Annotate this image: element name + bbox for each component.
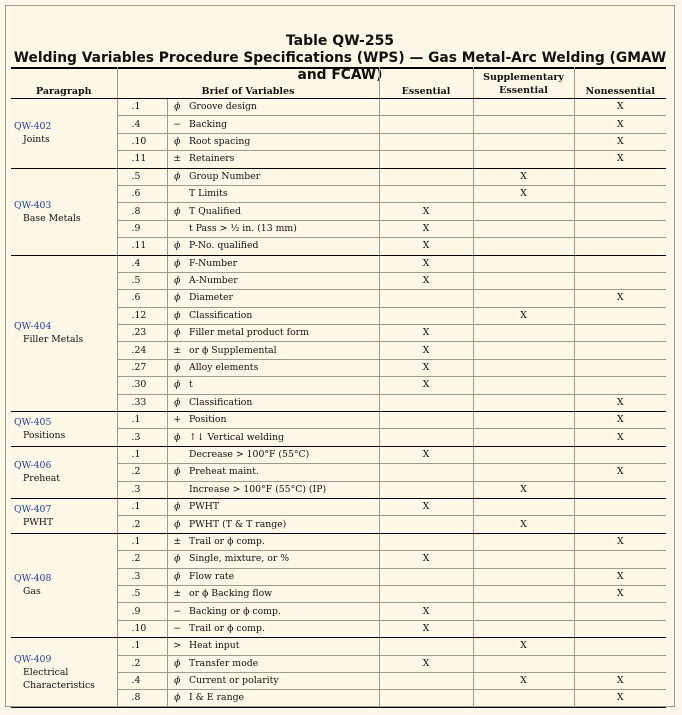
paragraph-name: PWHT [23,516,54,528]
paragraph-name: Electrical Characteristics [23,666,95,691]
essential-mark [379,412,473,429]
table-row [11,498,666,515]
variable-symbol [167,481,187,498]
variable-number: .23 [117,325,167,342]
paragraph-code: QW-409 [14,653,52,665]
variable-description: Root spacing [187,133,379,150]
essential-mark: X [379,655,473,672]
nonessential-mark [574,307,666,324]
variable-symbol: ϕ [167,394,187,411]
essential-mark: X [379,220,473,237]
nonessential-mark [574,655,666,672]
paragraph-name: Filler Metals [23,334,84,346]
nonessential-mark [574,498,666,515]
paragraph-cell [11,255,117,412]
nonessential-mark [574,203,666,220]
supplementary-mark [473,446,574,463]
nonessential-mark: X [574,672,666,689]
variable-number: .2 [117,551,167,568]
variable-number: .3 [117,429,167,446]
variable-symbol [167,185,187,202]
supplementary-mark [473,464,574,481]
nonessential-mark [574,446,666,463]
variable-symbol: ϕ [167,551,187,568]
variable-symbol: ϕ [167,672,187,689]
supplementary-mark [473,377,574,394]
supplementary-mark: X [473,168,574,185]
nonessential-mark [574,603,666,620]
variable-number: .1 [117,446,167,463]
supplementary-mark [473,568,574,585]
supplementary-mark: X [473,672,574,689]
variable-description: or ϕ Backing flow [187,585,379,602]
variable-symbol: ϕ [167,429,187,446]
variable-number: .1 [117,533,167,550]
nonessential-mark [574,551,666,568]
supplementary-mark [473,342,574,359]
nonessential-mark: X [574,412,666,429]
header-supplementary: Supplementary Essential [473,67,574,99]
paragraph-name: Positions [23,429,66,441]
paragraph-code: QW-404 [14,321,52,333]
supplementary-mark [473,290,574,307]
variable-description: I & E range [187,690,379,707]
variable-symbol: ϕ [167,568,187,585]
variable-symbol: ϕ [167,168,187,185]
essential-mark: X [379,342,473,359]
variable-description: Classification [187,394,379,411]
supplementary-mark [473,394,574,411]
paragraph-name: Gas [23,586,41,598]
paragraph-code: QW-406 [14,460,52,472]
variable-description: Current or polarity [187,672,379,689]
paragraph-cell [11,446,117,498]
header-essential: Essential [379,67,473,99]
header-nonessential: Nonessential [574,67,666,99]
variable-description: or ϕ Supplemental [187,342,379,359]
variable-symbol: ± [167,151,187,168]
variable-symbol: ϕ [167,290,187,307]
supplementary-mark [473,655,574,672]
nonessential-mark [574,255,666,272]
paragraph-cell [11,533,117,637]
variable-number: .1 [117,498,167,515]
supplementary-mark [473,116,574,133]
nonessential-mark [574,638,666,655]
variable-description: Alloy elements [187,359,379,376]
variable-symbol: ϕ [167,255,187,272]
paragraph-name: Joints [23,134,50,146]
supplementary-mark [473,412,574,429]
essential-mark [379,672,473,689]
nonessential-mark [574,220,666,237]
table-row [11,638,666,655]
essential-mark [379,533,473,550]
variable-number: .5 [117,168,167,185]
variable-description: Transfer mode [187,655,379,672]
table-title: Table QW-255 [285,33,395,49]
variable-description: P-No. qualified [187,238,379,255]
supplementary-mark [473,585,574,602]
essential-mark: X [379,238,473,255]
variable-number: .33 [117,394,167,411]
variable-description: T Limits [187,185,379,202]
essential-mark: X [379,498,473,515]
variable-description: Groove design [187,99,379,116]
paragraph-code: QW-403 [14,199,52,211]
supplementary-mark [473,203,574,220]
variable-number: .11 [117,238,167,255]
variable-symbol: − [167,620,187,637]
variable-number: .6 [117,185,167,202]
essential-mark [379,151,473,168]
essential-mark: X [379,255,473,272]
nonessential-mark [574,620,666,637]
variable-number: .10 [117,620,167,637]
supplementary-mark [473,533,574,550]
essential-mark [379,585,473,602]
variable-number: .4 [117,255,167,272]
nonessential-mark: X [574,99,666,116]
variable-description: Decrease > 100°F (55°C) [187,446,379,463]
variable-number: .4 [117,116,167,133]
nonessential-mark: X [574,429,666,446]
supplementary-mark [473,99,574,116]
supplementary-mark [473,255,574,272]
variable-description: F-Number [187,255,379,272]
header-paragraph: Paragraph [11,67,117,99]
nonessential-mark: X [574,568,666,585]
nonessential-mark [574,359,666,376]
variable-symbol: − [167,603,187,620]
essential-mark [379,116,473,133]
variable-number: .8 [117,690,167,707]
nonessential-mark: X [574,151,666,168]
variable-number: .2 [117,655,167,672]
supplementary-mark [473,272,574,289]
variable-number: .24 [117,342,167,359]
paragraph-cell [11,498,117,533]
variable-description: Heat input [187,638,379,655]
nonessential-mark [574,238,666,255]
header-brief: Brief of Variables [117,67,379,99]
paragraph-name: Base Metals [23,212,81,224]
nonessential-mark [574,325,666,342]
supplementary-mark: X [473,638,574,655]
variable-description: t Pass > ½ in. (13 mm) [187,220,379,237]
table-row [11,412,666,429]
essential-mark [379,307,473,324]
variable-number: .3 [117,568,167,585]
table-row [11,168,666,185]
supplementary-mark: X [473,481,574,498]
nonessential-mark: X [574,533,666,550]
variable-description: ↑↓ Vertical welding [187,429,379,446]
variable-symbol: ϕ [167,238,187,255]
paragraph-name: Preheat [23,473,60,485]
variable-symbol: ϕ [167,133,187,150]
supplementary-mark [473,429,574,446]
nonessential-mark [574,168,666,185]
variable-symbol: + [167,412,187,429]
essential-mark: X [379,359,473,376]
variable-symbol: ϕ [167,690,187,707]
supplementary-mark [473,498,574,515]
variable-description: Single, mixture, or % [187,551,379,568]
variable-description: Flow rate [187,568,379,585]
nonessential-mark: X [574,116,666,133]
nonessential-mark [574,516,666,533]
supplementary-mark [473,551,574,568]
variable-number: .30 [117,377,167,394]
variable-number: .6 [117,290,167,307]
essential-mark [379,290,473,307]
variable-description: Trail or ϕ comp. [187,533,379,550]
supplementary-mark: X [473,307,574,324]
essential-mark [379,516,473,533]
variable-description: Increase > 100°F (55°C) (IP) [187,481,379,498]
table-row [11,99,666,116]
essential-mark [379,481,473,498]
essential-mark: X [379,272,473,289]
paragraph-cell [11,412,117,447]
variable-description: Diameter [187,290,379,307]
table-row [11,255,666,272]
variable-number: .27 [117,359,167,376]
variable-number: .2 [117,464,167,481]
essential-mark: X [379,203,473,220]
supplementary-mark [473,620,574,637]
essential-mark [379,464,473,481]
variable-symbol: ϕ [167,516,187,533]
paragraph-code: QW-407 [14,503,52,515]
variable-number: .11 [117,151,167,168]
variable-symbol [167,220,187,237]
variable-description: A-Number [187,272,379,289]
variable-description: Position [187,412,379,429]
essential-mark: X [379,377,473,394]
variable-description: T Qualified [187,203,379,220]
variable-number: .1 [117,412,167,429]
supplementary-mark [473,238,574,255]
variable-symbol: − [167,116,187,133]
variable-description: Trail or ϕ comp. [187,620,379,637]
essential-mark [379,99,473,116]
supplementary-mark: X [473,516,574,533]
variable-symbol [167,446,187,463]
essential-mark: X [379,603,473,620]
essential-mark [379,638,473,655]
variable-number: .3 [117,481,167,498]
variable-symbol: ϕ [167,203,187,220]
variable-description: Backing or ϕ comp. [187,603,379,620]
variable-symbol: ± [167,342,187,359]
variable-symbol: ϕ [167,377,187,394]
supplementary-mark [473,151,574,168]
variable-symbol: ϕ [167,655,187,672]
variable-number: .9 [117,220,167,237]
nonessential-mark: X [574,133,666,150]
variable-symbol: ϕ [167,99,187,116]
variable-number: .1 [117,99,167,116]
nonessential-mark [574,272,666,289]
variable-description: Group Number [187,168,379,185]
variable-number: .8 [117,203,167,220]
nonessential-mark: X [574,585,666,602]
variable-symbol: ϕ [167,498,187,515]
variable-number: .10 [117,133,167,150]
nonessential-mark: X [574,394,666,411]
variable-number: .5 [117,272,167,289]
essential-mark [379,185,473,202]
nonessential-mark [574,377,666,394]
variable-symbol: ϕ [167,464,187,481]
supplementary-mark [473,359,574,376]
essential-mark: X [379,551,473,568]
essential-mark: X [379,325,473,342]
supplementary-mark [473,603,574,620]
variable-description: Backing [187,116,379,133]
welding-variables-table [11,67,666,708]
paragraph-cell [11,168,117,255]
variable-description: Classification [187,307,379,324]
variable-symbol: ϕ [167,307,187,324]
variable-description: t [187,377,379,394]
variable-number: .5 [117,585,167,602]
supplementary-mark [473,690,574,707]
variable-description: PWHT [187,498,379,515]
essential-mark [379,168,473,185]
essential-mark [379,133,473,150]
variable-number: .2 [117,516,167,533]
nonessential-mark: X [574,464,666,481]
nonessential-mark: X [574,690,666,707]
variable-description: Filler metal product form [187,325,379,342]
essential-mark [379,568,473,585]
paragraph-code: QW-405 [14,416,52,428]
variable-symbol: ϕ [167,359,187,376]
variable-number: .12 [117,307,167,324]
table-body [11,99,666,708]
variable-number: .1 [117,638,167,655]
essential-mark [379,429,473,446]
variable-number: .9 [117,603,167,620]
variable-symbol: ϕ [167,272,187,289]
table-row [11,446,666,463]
nonessential-mark [574,481,666,498]
nonessential-mark: X [574,290,666,307]
variable-description: PWHT (T & T range) [187,516,379,533]
essential-mark: X [379,446,473,463]
essential-mark: X [379,620,473,637]
table-row [11,533,666,550]
supplementary-mark: X [473,185,574,202]
variable-symbol: ± [167,585,187,602]
paragraph-code: QW-402 [14,121,52,133]
paragraph-cell [11,638,117,708]
variable-number: .4 [117,672,167,689]
supplementary-mark [473,133,574,150]
nonessential-mark [574,342,666,359]
essential-mark [379,394,473,411]
nonessential-mark [574,185,666,202]
variable-symbol: ϕ [167,325,187,342]
supplementary-mark [473,325,574,342]
supplementary-mark [473,220,574,237]
variable-description: Preheat maint. [187,464,379,481]
variable-symbol: > [167,638,187,655]
paragraph-cell [11,99,117,169]
essential-mark [379,690,473,707]
table-subtitle: Welding Variables Procedure Specifications (WPS) — Gas Metal-Arc Welding (GMAW and FCAW) [13,50,667,83]
header-row [11,67,666,99]
variable-description: Retainers [187,151,379,168]
variable-symbol: ± [167,533,187,550]
paragraph-code: QW-408 [14,573,52,585]
